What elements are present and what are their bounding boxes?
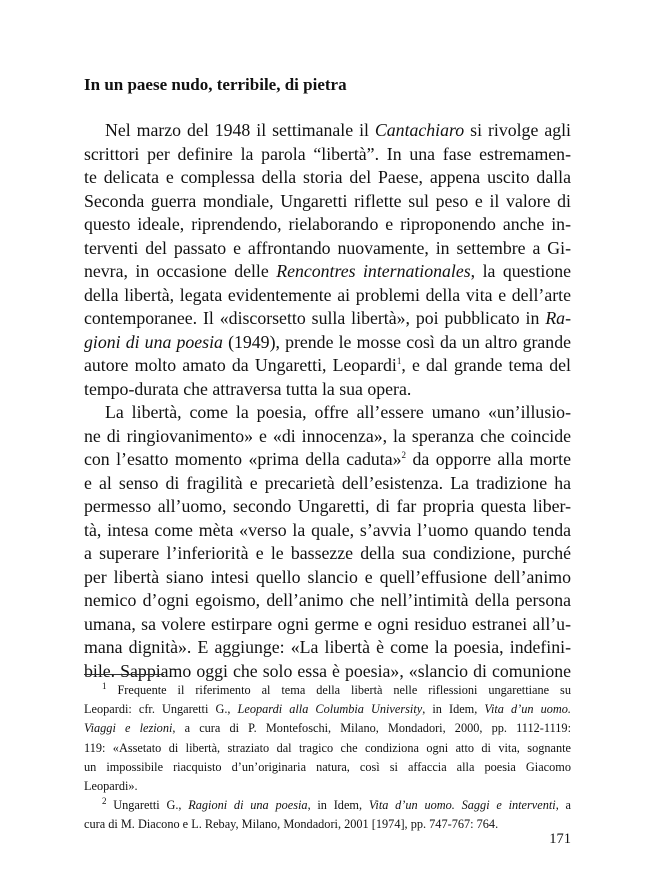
text-segment: della libertà, legata evidentemente ai problemi della vita e dell’arte [84,284,571,305]
body-line [84,237,571,261]
body-line [84,378,571,402]
footnote-line [84,700,571,719]
body-line [84,519,571,543]
text-segment: da opporre alla morte [406,449,571,469]
body-line [84,448,571,472]
text-segment: Leopardi: cfr. Ungaretti G., [84,702,238,717]
text-segment: ne di ringiovanimento» e «di innocenza», la speranza che coincide [84,425,571,446]
body-line [84,260,571,284]
text-segment: permesso all’uomo, secondo Ungaretti, di far propria questa liber- [84,496,571,516]
footnote-marker: 2 [102,796,107,807]
text-segment: 119: «Assetato di libertà, straziato dal tragico che condiziona ogni atto di vita, sognante [84,740,571,755]
text-segment: scrittori per definire la parola “libertà”. In una fase estremamen- [84,143,571,164]
text-segment: , a cura di P. Montefoschi, Milano, Mondadori, 2000, pp. 1112-1119: [172,721,571,736]
footnote-line [84,681,571,700]
text-segment: , e dal grande tema del [401,355,571,375]
body-line [84,190,571,214]
italic-text: Leopardi alla Columbia University [237,702,423,717]
italic-text: gioni di una poesia [84,331,223,352]
body-line [84,401,571,425]
footnote-separator [84,674,164,675]
page-number: 171 [549,831,571,847]
footnote-marker: 2 [401,450,407,461]
body-line [84,425,571,449]
section-heading: In un paese nudo, terribile, di pietra [84,75,347,94]
body-text [84,119,571,683]
body-line [84,566,571,590]
text-segment: tempo-durata che attraversa tutta la sua opera. [84,378,412,399]
text-segment: La libertà, come la poesia, offre all’essere umano «un’illusio- [105,402,571,422]
footnote-line [84,815,571,834]
text-segment: con l’esatto momento «prima della caduta» [84,449,402,469]
italic-text: Rencontres internationales [276,261,471,281]
text-segment: Frequente il riferimento al tema della libertà nelle riflessioni ungarettiane su [106,683,571,697]
footnote-line [84,719,571,738]
body-line [84,495,571,519]
body-line [84,119,571,143]
text-segment: nemico d’ogni egoismo, dell’animo che nell’intimità della persona [84,590,571,610]
body-line [84,472,571,496]
text-segment: (1949), prende le mosse così da un altro grande [222,331,571,352]
text-segment: Seconda guerra mondiale, Ungaretti riflette sul peso e il valore di [84,190,571,211]
body-line [84,613,571,637]
italic-text: Vita d’un uomo. Saggi e interventi [368,798,556,813]
text-segment: Leopardi». [84,778,138,793]
text-segment: , la questione [470,261,571,281]
body-line [84,307,571,331]
italic-text: Ra- [545,308,571,328]
footnotes [84,681,571,835]
text-segment: si rivolge agli [464,120,571,140]
body-line [84,331,571,355]
text-segment: , a [555,798,571,813]
text-segment: e al senso di fragilità e precarietà dell’esistenza. La tradizione ha [84,472,571,493]
italic-text: Vita d’un uomo. [484,702,572,717]
body-line [84,542,571,566]
text-segment: a superare l’inferiorità e le bassezze della sua condizione, purché [84,543,571,563]
text-segment: umana, sa volere estirpare ogni germe e ogni residuo estranei all’u- [84,613,571,634]
text-segment: un impossibile riacquisto d’un’originaria natura, così si affaccia alla poesia Giacomo [84,759,571,774]
italic-text: Cantachiaro [374,120,465,140]
text-segment: terventi del passato e affrontando nuovamente, in settembre a Gi- [84,237,571,258]
body-line [84,636,571,660]
footnote-marker: 1 [102,680,107,691]
body-line [84,166,571,190]
footnote-line [84,739,571,758]
body-line [84,354,571,378]
book-page [84,0,571,896]
text-segment: Nel marzo del 1948 il settimanale il [105,120,375,140]
body-line [84,589,571,613]
text-segment: , in Idem, [307,798,369,813]
text-segment: per libertà siano intesi quello slancio e quell’effusione dell’animo [84,566,571,587]
italic-text: Ragioni di una poesia [188,798,308,813]
footnote-line [84,796,571,815]
text-segment: , in Idem, [422,702,485,717]
footnote-marker: 1 [396,356,402,367]
body-line [84,143,571,167]
text-segment: autore molto amato da Ungaretti, Leopardi [84,355,397,375]
text-segment: tà, intesa come mèta «verso la quale, s’avvia l’uomo quando tenda [84,519,571,540]
footnote-line [84,758,571,777]
text-segment: Ungaretti G., [106,798,189,813]
body-line [84,284,571,308]
text-segment: contemporanee. Il «discorsetto sulla libertà», poi pubblicato in [84,308,546,328]
text-segment: bile. Sappiamo oggi che solo essa è poesia», «slancio di comunione [84,660,571,681]
text-segment: nevra, in occasione delle [84,261,277,281]
text-segment: cura di M. Diacono e L. Rebay, Milano, Mondadori, 2001 [1974], pp. 747-767: 764. [84,817,499,832]
text-segment: questo ideale, riprendendo, rielaborando e riproponendo anche in- [84,214,571,234]
body-line [84,213,571,237]
body-line [84,660,571,684]
footnote-line [84,777,571,796]
text-segment: mana dignità». E aggiunge: «La libertà è come la poesia, indefini- [84,637,571,657]
italic-text: Viaggi e lezioni [84,721,173,736]
text-segment: te delicata e complessa della storia del Paese, appena uscito dalla [84,167,571,187]
